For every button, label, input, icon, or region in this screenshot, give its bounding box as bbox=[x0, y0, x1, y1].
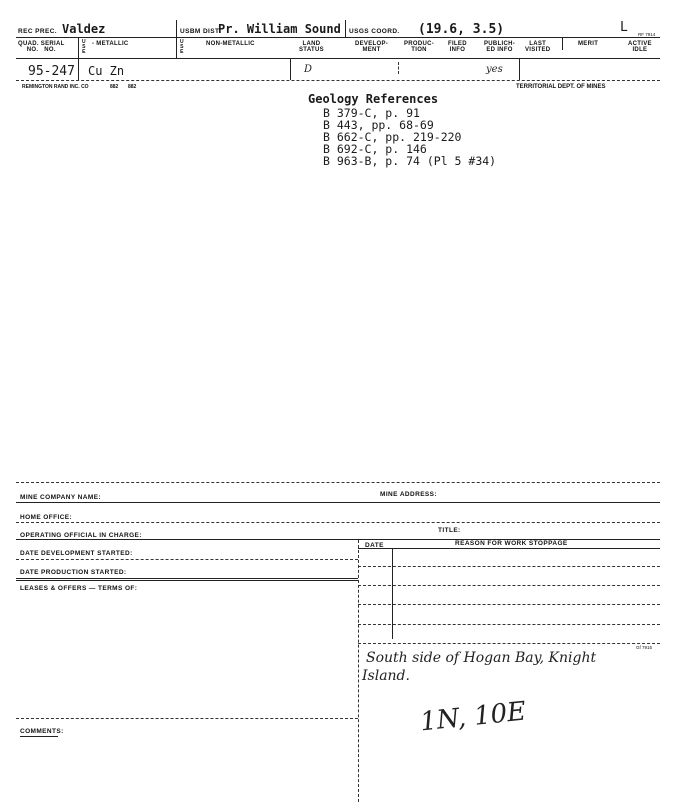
header-rule-top bbox=[16, 37, 660, 38]
reference-item: B 443, pp. 68-69 bbox=[323, 118, 434, 132]
header-divider bbox=[519, 58, 520, 80]
form-rule bbox=[358, 624, 660, 625]
agency-label: TERRITORIAL DEPT. OF MINES bbox=[516, 84, 606, 90]
date-column-divider bbox=[392, 549, 393, 639]
col-use-right: U S E bbox=[180, 39, 184, 55]
col-filed-info: FILED INFO bbox=[448, 41, 467, 53]
reason-label: REASON FOR WORK STOPPAGE bbox=[455, 540, 568, 547]
date-label: DATE bbox=[365, 542, 384, 549]
usbm-dist-value: Pr. William Sound bbox=[218, 22, 341, 36]
rec-prec-value: Valdez bbox=[62, 22, 106, 36]
usgs-coord-label: USGS COORD. bbox=[349, 28, 400, 35]
col-quad-serial: QUAD. SERIAL NO. NO. bbox=[18, 41, 65, 53]
form-rule bbox=[16, 522, 660, 523]
col-land-status: LAND STATUS bbox=[299, 41, 324, 53]
header-divider bbox=[78, 38, 79, 80]
comments-label: COMMENTS: bbox=[20, 728, 64, 735]
form-rule bbox=[16, 502, 660, 503]
corner-mark: L bbox=[620, 20, 628, 35]
form-divider bbox=[358, 540, 359, 802]
col-active-idle: ACTIVE IDLE bbox=[628, 41, 652, 53]
col-metallic: - METALLIC bbox=[92, 41, 129, 47]
printer-code-1: 882 bbox=[110, 84, 119, 90]
form-rule bbox=[358, 604, 660, 605]
col-published-info: PUBLICH- ED INFO bbox=[484, 41, 516, 53]
row-quad-serial: 95-247 bbox=[28, 64, 75, 79]
mine-address-label: MINE ADDRESS: bbox=[380, 491, 437, 498]
form-rule bbox=[358, 566, 660, 567]
usbm-dist-label: USBM DIST. bbox=[180, 28, 221, 35]
reference-item: B 963-B, p. 74 (Pl 5 #34) bbox=[323, 154, 497, 168]
col-production: PRODUC- TION bbox=[404, 41, 435, 53]
form-rule bbox=[16, 580, 358, 581]
rec-prec-label: REC PREC. bbox=[18, 28, 57, 35]
leases-label: LEASES & OFFERS — TERMS OF: bbox=[20, 585, 138, 592]
form-rule bbox=[16, 482, 660, 483]
col-use-left: U S E bbox=[82, 39, 86, 55]
row-metallic: Cu Zn bbox=[88, 64, 125, 78]
mine-company-label: MINE COMPANY NAME: bbox=[20, 494, 101, 501]
date-production-label: DATE PRODUCTION STARTED: bbox=[20, 569, 127, 576]
home-office-label: HOME OFFICE: bbox=[20, 514, 73, 521]
usgs-coord-value: (19.6, 3.5) bbox=[418, 22, 505, 37]
form-rule bbox=[16, 718, 358, 719]
date-development-label: DATE DEVELOPMENT STARTED: bbox=[20, 550, 133, 557]
form-rule bbox=[16, 559, 358, 560]
header-rule-mid bbox=[16, 58, 660, 59]
reference-item: B 662-C, pp. 219-220 bbox=[323, 130, 462, 144]
form-number: RF 7914 bbox=[638, 32, 656, 37]
form-rule bbox=[358, 548, 660, 549]
small-mark: Gf 7915 bbox=[636, 645, 653, 650]
reference-item: B 692-C, p. 146 bbox=[323, 142, 427, 156]
operating-official-label: OPERATING OFFICIAL IN CHARGE: bbox=[20, 532, 142, 539]
form-rule bbox=[358, 585, 660, 586]
location-note-line2: Island. bbox=[362, 668, 410, 684]
title-label: TITLE: bbox=[438, 527, 461, 534]
col-development: DEVELOP- MENT bbox=[355, 41, 389, 53]
header-divider bbox=[290, 58, 291, 80]
header-divider bbox=[345, 20, 346, 38]
printer-imprint: REMINGTON RAND INC. CO bbox=[22, 84, 89, 90]
col-last-visited: LAST VISITED bbox=[525, 41, 551, 53]
comments-underline bbox=[20, 736, 58, 737]
header-divider bbox=[562, 38, 563, 50]
printer-code-2: 882 bbox=[128, 84, 137, 90]
form-rule bbox=[358, 643, 660, 644]
location-note-line1: South side of Hogan Bay, Knight bbox=[366, 650, 597, 666]
col-non-metallic: NON-METALLIC bbox=[206, 41, 255, 47]
col-merit: MERIT bbox=[578, 41, 599, 47]
header-divider bbox=[398, 62, 399, 74]
form-rule bbox=[16, 578, 358, 579]
row-published-info: yes bbox=[486, 64, 503, 75]
row-land-status: D bbox=[304, 64, 313, 75]
reference-item: B 379-C, p. 91 bbox=[323, 106, 420, 120]
header-rule-bottom bbox=[16, 80, 660, 81]
township-note: 1N, 10E bbox=[418, 696, 528, 738]
references-title: Geology References bbox=[308, 92, 439, 106]
header-divider bbox=[176, 20, 177, 58]
